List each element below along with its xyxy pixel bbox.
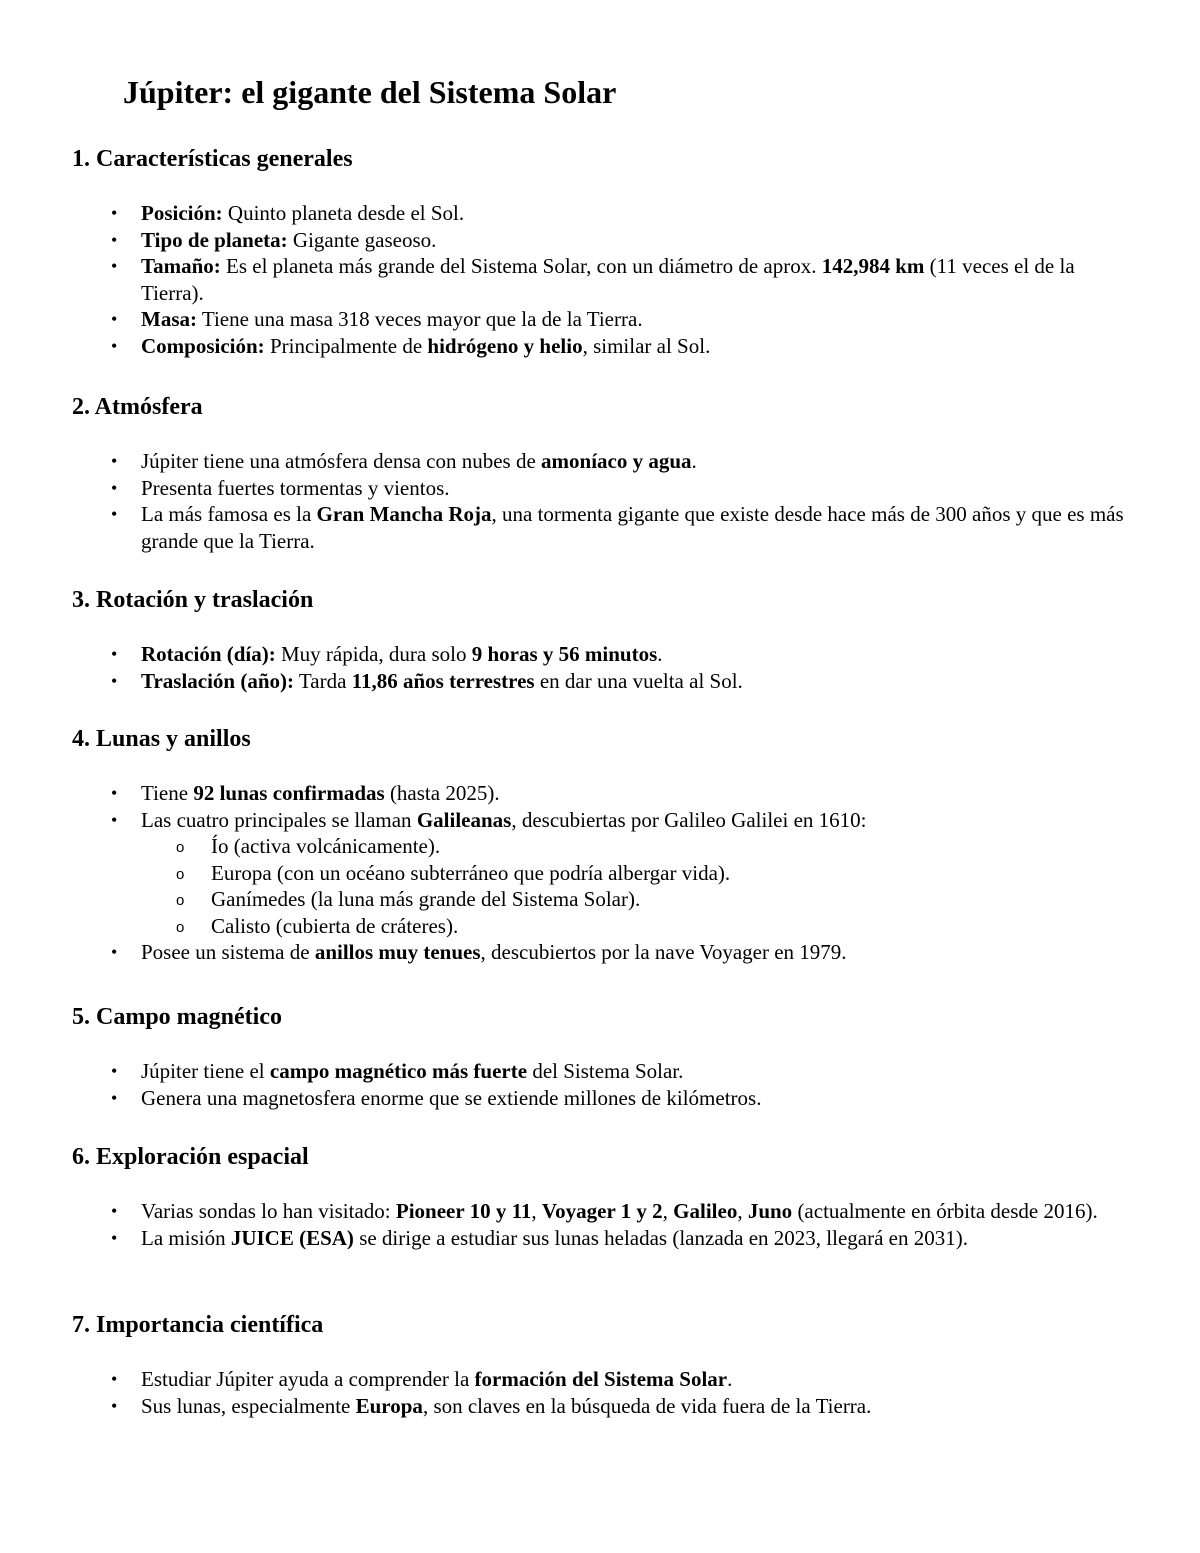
item-text: Calisto (cubierta de cráteres).: [211, 913, 459, 938]
list-item: [0, 200, 1126, 227]
bold-text: formación del Sistema Solar: [474, 1367, 728, 1391]
item-text: Varias sondas lo han visitado:: [141, 1199, 396, 1223]
bullet-icon: •: [111, 1395, 118, 1416]
bullet-icon: •: [111, 809, 118, 830]
item-text: Júpiter tiene una atmósfera densa con nubes de: [141, 449, 542, 473]
item-text: ,: [531, 1199, 542, 1223]
list-item: [0, 1085, 1126, 1112]
list-item: [0, 780, 1126, 807]
bold-text: Galileo: [673, 1199, 738, 1223]
list-item: [0, 1225, 1126, 1252]
bullet-icon: •: [111, 229, 118, 250]
section-heading: 5. Campo magnético: [72, 1004, 282, 1030]
bullet-list: [0, 1366, 1200, 1419]
item-text: Tiene una masa 318 veces mayor que la de la Tierra.: [197, 307, 643, 331]
item-text: Es el planeta más grande del Sistema Solar, con un diámetro de aprox.: [220, 254, 822, 278]
document-title: Júpiter: el gigante del Sistema Solar: [123, 74, 617, 110]
item-text: Genera una magnetosfera enorme que se extiende millones de kilómetros.: [141, 1085, 762, 1110]
bullet-list: [0, 780, 1200, 966]
item-label: Composición:: [141, 333, 265, 358]
item-text: Las cuatro principales se llaman: [141, 807, 417, 832]
section-heading: 1. Características generales: [72, 146, 353, 172]
bullet-list: [0, 641, 1200, 694]
list-item: [0, 641, 1126, 668]
item-label: Posición:: [141, 201, 223, 225]
bullet-icon: •: [111, 256, 118, 276]
item-text: del Sistema Solar.: [527, 1059, 684, 1083]
item-text: , son claves en la búsqueda de vida fuera de la Tierra.: [422, 1393, 872, 1418]
item-text: Muy rápida, dura solo: [275, 642, 472, 666]
item-text: , una tormenta gigante que existe desde hace más de 300 años y que es más grande que la Tierra.: [141, 502, 1124, 553]
sub-list-item: [0, 886, 1126, 913]
bold-text: Pioneer 10 y 11: [395, 1199, 532, 1223]
item-text: .: [727, 1367, 733, 1391]
circle-bullet-icon: o: [176, 892, 185, 909]
bullet-icon: •: [111, 1087, 118, 1108]
bullet-list: [0, 1198, 1200, 1251]
item-text: Principalmente de: [264, 333, 428, 358]
item-text: Presenta fuertes tormentas y vientos.: [141, 475, 450, 500]
list-item: [0, 306, 1126, 333]
bold-text: Galileanas: [416, 807, 512, 832]
circle-bullet-icon: o: [176, 865, 185, 883]
item-label: Masa:: [141, 307, 197, 331]
item-label: Rotación (día):: [141, 642, 276, 666]
bullet-list: [0, 1058, 1200, 1111]
item-text: , descubiertos por la nave Voyager en 1979.: [480, 940, 847, 964]
bullet-icon: •: [111, 1227, 118, 1248]
item-text: (hasta 2025).: [384, 781, 500, 805]
item-text: Sus lunas, especialmente: [141, 1393, 356, 1418]
bold-text: hidrógeno y helio: [427, 333, 583, 358]
sub-list-item: [0, 913, 1126, 940]
item-text: Estudiar Júpiter ayuda a comprender la: [141, 1367, 475, 1391]
bullet-icon: •: [111, 942, 118, 962]
list-item: [0, 475, 1126, 502]
bullet-list: [0, 448, 1200, 554]
bold-text: 11,86 años terrestres: [351, 668, 535, 693]
item-text: en dar una vuelta al Sol.: [534, 668, 743, 693]
bold-text: campo magnético más fuerte: [269, 1059, 528, 1083]
item-label: Tamaño:: [141, 254, 221, 278]
bullet-icon: •: [111, 451, 118, 471]
item-text: Tarda: [294, 668, 352, 693]
list-item: [0, 1058, 1126, 1085]
list-item: [0, 1366, 1126, 1393]
bold-text: Juno: [747, 1199, 793, 1223]
bullet-icon: •: [111, 203, 118, 223]
item-text: Posee un sistema de: [141, 940, 315, 964]
bold-text: 142,984 km: [821, 254, 925, 278]
item-text: , similar al Sol.: [582, 333, 711, 358]
item-text: .: [657, 642, 663, 666]
sub-list-item: [0, 833, 1126, 860]
bullet-icon: •: [111, 1369, 118, 1389]
bullet-icon: •: [111, 477, 118, 498]
bullet-icon: •: [111, 1201, 118, 1221]
circle-bullet-icon: o: [176, 918, 185, 936]
bullet-icon: •: [111, 504, 118, 524]
item-text: La más famosa es la: [141, 502, 317, 526]
bold-text: JUICE (ESA): [230, 1225, 354, 1250]
item-text: La misión: [141, 1225, 231, 1250]
item-text: Ío (activa volcánicamente).: [211, 834, 441, 858]
section-heading: 7. Importancia científica: [72, 1312, 324, 1338]
bullet-icon: •: [111, 783, 118, 803]
bold-text: Gran Mancha Roja: [316, 502, 492, 526]
list-item: [0, 227, 1126, 254]
item-text: Gigante gaseoso.: [287, 227, 437, 252]
list-item: [0, 939, 1126, 966]
list-item: [0, 668, 1126, 695]
item-text: Júpiter tiene el: [141, 1059, 270, 1083]
item-text: (11 veces el de la Tierra).: [141, 254, 1075, 305]
section-heading: 6. Exploración espacial: [72, 1144, 309, 1170]
bullet-icon: •: [111, 644, 118, 664]
item-text: , descubiertas por Galileo Galilei en 1610:: [511, 807, 867, 832]
bold-text: 92 lunas confirmadas: [193, 781, 385, 805]
section-heading: 4. Lunas y anillos: [72, 726, 251, 752]
bold-text: amoníaco y agua: [541, 449, 692, 473]
bold-text: anillos muy tenues: [314, 940, 481, 964]
item-text: Quinto planeta desde el Sol.: [222, 201, 465, 225]
list-item: [0, 1198, 1126, 1225]
circle-bullet-icon: o: [176, 839, 185, 856]
item-text: (actualmente en órbita desde 2016).: [792, 1199, 1098, 1223]
list-item: [0, 253, 1126, 306]
item-text: Tiene: [141, 781, 194, 805]
section-heading: 2. Atmósfera: [72, 394, 203, 420]
item-text: se dirige a estudiar sus lunas heladas (lanzada en 2023, llegará en 2031).: [353, 1225, 968, 1250]
bold-text: Voyager 1 y 2: [541, 1199, 663, 1223]
item-text: ,: [662, 1199, 674, 1223]
bullet-icon: •: [111, 1061, 118, 1081]
list-item: [0, 501, 1126, 554]
bullet-icon: •: [111, 670, 118, 691]
list-item: [0, 333, 1126, 360]
item-label: Tipo de planeta:: [141, 227, 288, 252]
sub-list-item: [0, 860, 1126, 887]
list-item: [0, 807, 1126, 834]
list-item: [0, 448, 1126, 475]
bold-text: Europa: [355, 1393, 423, 1418]
item-text: .: [691, 449, 697, 473]
bullet-icon: •: [111, 309, 118, 329]
item-text: Europa (con un océano subterráneo que podría albergar vida).: [211, 860, 731, 885]
section-heading: 3. Rotación y traslación: [72, 587, 314, 613]
item-label: Traslación (año):: [141, 668, 295, 693]
bold-text: 9 horas y 56 minutos: [471, 642, 658, 666]
bullet-list: [0, 200, 1200, 359]
item-text: Ganímedes (la luna más grande del Sistema Solar).: [211, 887, 641, 911]
list-item: [0, 1393, 1126, 1420]
item-text: ,: [737, 1199, 748, 1223]
bullet-icon: •: [111, 335, 118, 356]
